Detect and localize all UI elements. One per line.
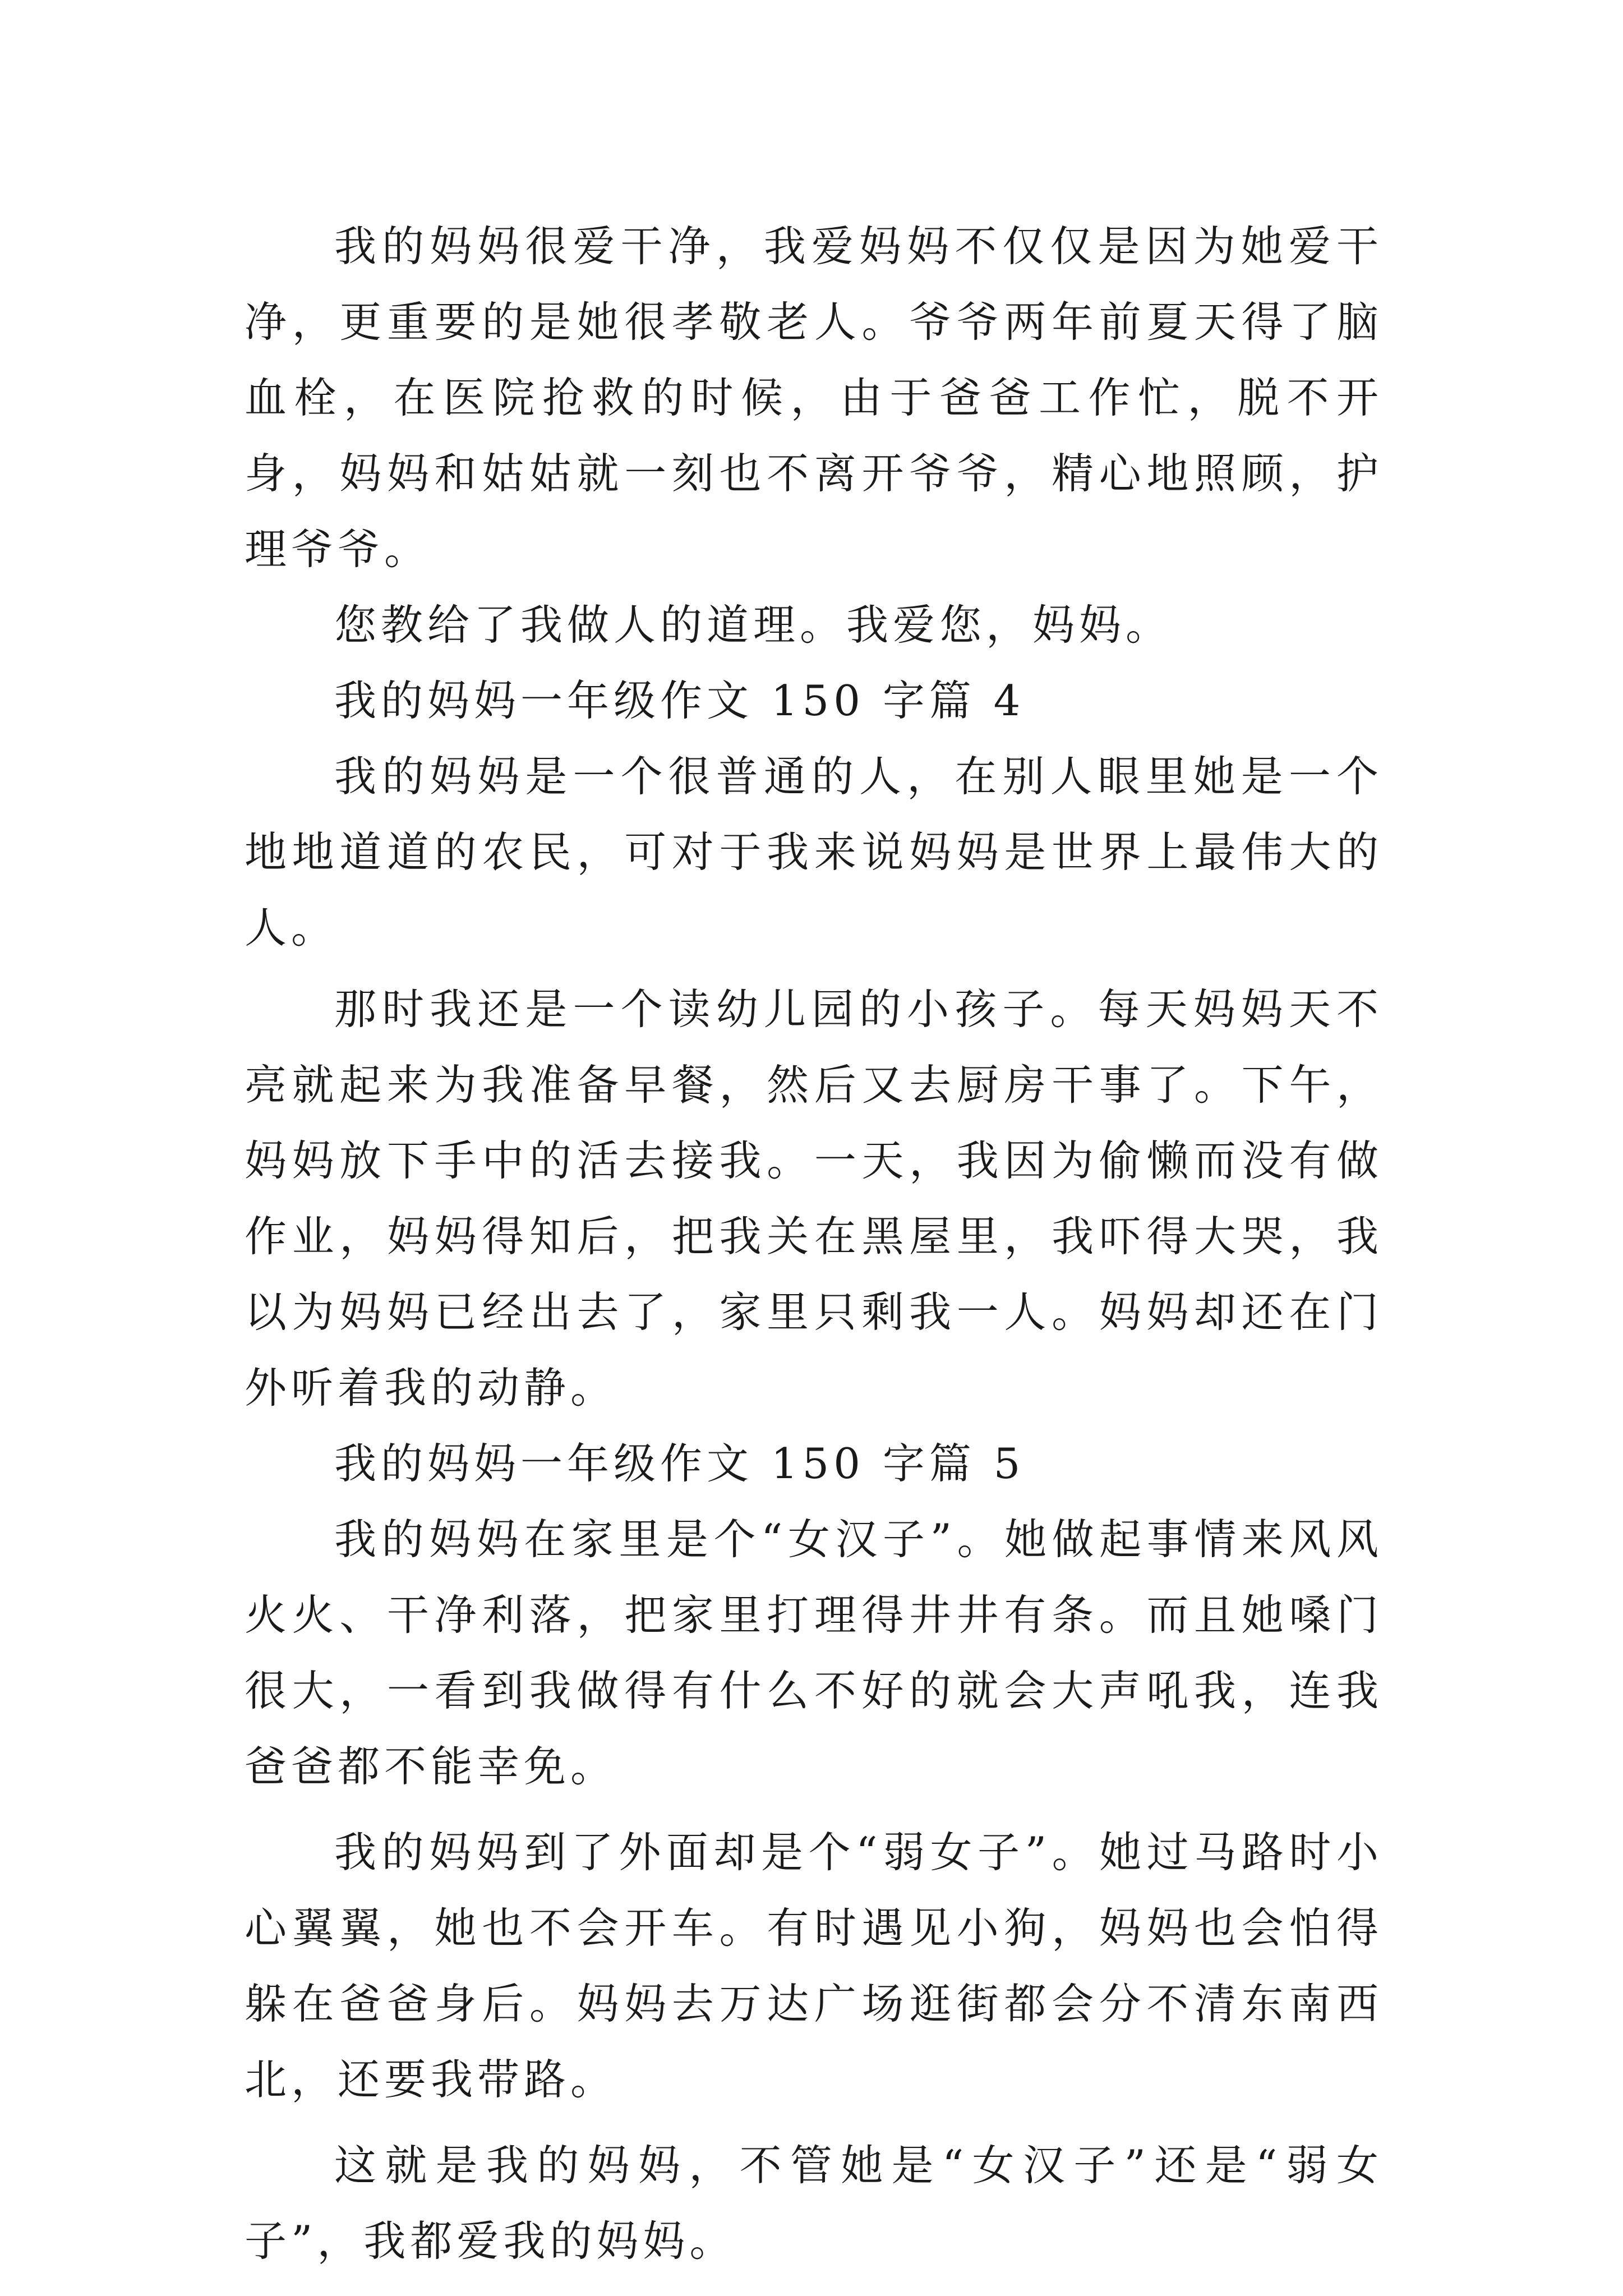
essay-heading-5: 我的妈妈一年级作文 150 字篇 5 [334, 1439, 1025, 1488]
paragraph-tough-woman: 我的妈妈在家里是个“女汉子”。她做起事情来风风火火、干净利落，把家里打理得井井有条。而且她嗓门很大，一看到我做得有什么不好的就会大声吼我，连我爸爸都不能幸免。 [245, 1515, 1383, 1791]
paragraph-ordinary-mom: 我的妈妈是一个很普通的人，在别人眼里她是一个地地道道的农民，可对于我来说妈妈是世界上最伟大的人。 [245, 752, 1383, 953]
essay-heading-4: 我的妈妈一年级作文 150 字篇 4 [334, 676, 1025, 725]
document-body [245, 209, 1383, 2279]
paragraph-clean-and-filial: 我的妈妈很爱干净，我爱妈妈不仅仅是因为她爱干净，更重要的是她很孝敬老人。爷爷两年前夏天得了脑血栓，在医院抢救的时候，由于爸爸工作忙，脱不开身，妈妈和姑姑就一刻也不离开爷爷，精心地照顾，护理爷爷。 [245, 222, 1383, 574]
paragraph-thanks-mom: 您教给了我做人的道理。我爱您，妈妈。 [334, 600, 1173, 650]
paragraph-conclusion: 这就是我的妈妈，不管她是“女汉子”还是“弱女子”，我都爱我的妈妈。 [245, 2141, 1383, 2266]
paragraph-kindergarten-memory: 那时我还是一个读幼儿园的小孩子。每天妈妈天不亮就起来为我准备早餐，然后又去厨房干事了。下午，妈妈放下手中的活去接我。一天，我因为偷懒而没有做作业，妈妈得知后，把我关在黑屋里，我吓得大哭，我以为妈妈已经出去了，家里只剩我一人。妈妈却还在门外听着我的动静。 [245, 984, 1383, 1412]
paragraph-delicate-woman: 我的妈妈到了外面却是个“弱女子”。她过马路时小心翼翼，她也不会开车。有时遇见小狗，妈妈也会怕得躲在爸爸身后。妈妈去万达广场逛街都会分不清东南西北，还要我带路。 [245, 1828, 1383, 2104]
